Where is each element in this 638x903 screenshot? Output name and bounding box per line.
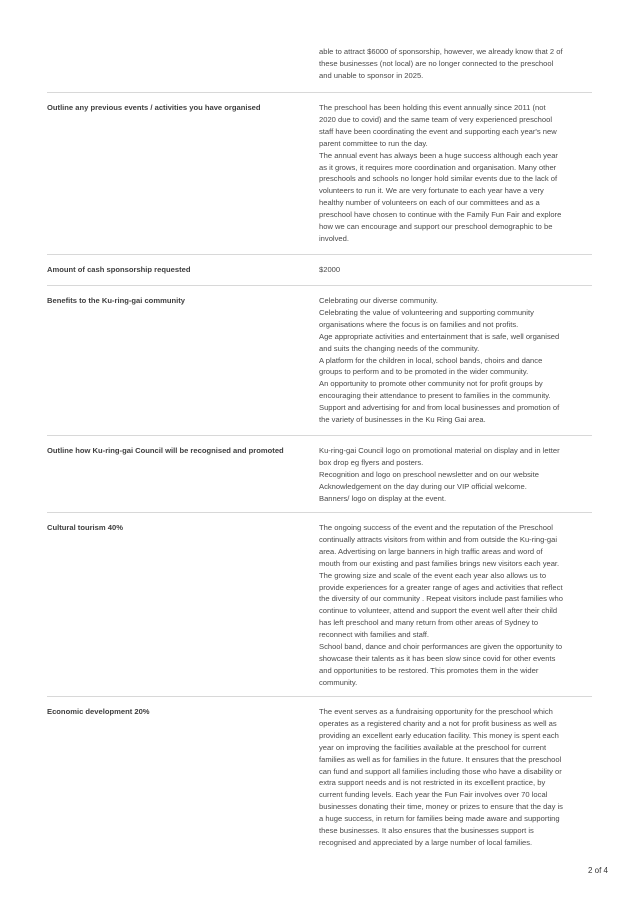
row-label: Benefits to the Ku-ring-gai community	[47, 296, 185, 305]
text-line: able to attract $6000 of sponsorship, however, we already know that 2 of	[319, 47, 563, 56]
text-line: community.	[319, 677, 358, 687]
text-line: and opportunities to be restored. This promotes them in the wider	[319, 665, 539, 675]
text-line: Acknowledgement on the day during our VIP official welcome.	[319, 481, 527, 491]
text-line: continue to volunteer, attend and support the event well after their child	[319, 606, 558, 616]
row-divider	[47, 285, 592, 286]
text-line: groups to perform and to be promoted in the wider community.	[319, 367, 529, 377]
text-line: The preschool has been holding this event annually since 2011 (not	[319, 103, 546, 112]
text-line: 2020 due to covid) and the same team of very experienced preschool	[319, 114, 553, 124]
text-line: volunteers to run it. We are very fortunate to each year have a very	[319, 186, 544, 196]
row-value	[319, 102, 594, 245]
text-line: healthy number of volunteers on each of our committees and as a	[319, 198, 540, 208]
text-line: The event serves as a fundraising opportunity for the preschool which	[319, 707, 553, 716]
row-label: Cultural tourism 40%	[47, 523, 123, 532]
row-value	[319, 295, 594, 426]
text-line: reconnect with families and staff.	[319, 630, 430, 640]
text-line: showcase their talents as it has been slow since covid for other events	[319, 653, 556, 663]
row-label: Economic development 20%	[47, 707, 150, 716]
row-divider	[47, 435, 592, 436]
text-line: Ku-ring-gai Council logo on promotional material on display and in letter	[319, 446, 560, 455]
row-value	[319, 706, 594, 849]
text-line: preschool have chosen to continue with the Family Fun Fair and explore	[319, 210, 562, 220]
text-line: operates as a registered charity and a not for profit business as well as	[319, 718, 557, 728]
text-line: School band, dance and choir performances are given the opportunity to	[319, 642, 563, 652]
text-line: businesses donating their time, money or prizes to ensure that the day is	[319, 802, 563, 812]
text-line: and suits the changing needs of the community.	[319, 343, 480, 353]
text-line: recognised and appreciated by a large number of local families.	[319, 837, 533, 847]
row-divider	[47, 92, 592, 93]
text-line: can fund and support all families including those who have a disability or	[319, 766, 562, 776]
text-line: how we can encourage and support our preschool demographic to be	[319, 222, 553, 232]
text-line: area. Advertising on large banners in high traffic areas and word of	[319, 546, 543, 556]
text-line: these businesses (not local) are no longer connected to the preschool	[319, 58, 554, 68]
text-line: mouth from our existing and past families brings new visitors each year.	[319, 558, 560, 568]
row-divider	[47, 254, 592, 255]
text-line: encouraging their attendance to present to families in the community.	[319, 391, 551, 401]
text-line: the diversity of our community . Repeat visitors include past families who	[319, 594, 563, 604]
text-line: Age appropriate activities and entertainment that is safe, well organised	[319, 331, 560, 341]
text-line: Support and advertising for and from local businesses and promotion of	[319, 403, 560, 413]
row-value	[319, 264, 594, 276]
text-line: has left preschool and many return from other areas of Sydney to	[319, 618, 539, 628]
text-line: Recognition and logo on preschool newsletter and on our website	[319, 469, 539, 479]
text-line: extra support needs and is not restricted in its excellent practice, by	[319, 778, 546, 788]
text-line: current funding levels. Each year the Fun Fair involves over 70 local	[319, 790, 548, 800]
text-line: An opportunity to promote other community not for profit groups by	[319, 379, 543, 389]
text-line: The ongoing success of the event and the reputation of the Preschool	[319, 523, 553, 532]
text-line: organisations where the focus is on families and not profits.	[319, 319, 519, 329]
text-line: families as well as for families in the future. It ensures that the preschool	[319, 754, 562, 764]
text-line: preschools and schools no longer hold similar events due to the lack of	[319, 174, 558, 184]
row-label: Outline how Ku-ring-gai Council will be recognised and promoted	[47, 446, 284, 455]
row-value	[319, 522, 594, 689]
text-line: as it grows, it requires more coordination and organisation. Many other	[319, 162, 557, 172]
text-line: Banners/ logo on display at the event.	[319, 493, 447, 503]
text-line: box drop eg flyers and posters.	[319, 457, 424, 467]
text-line: these businesses. It also ensures that the businesses support is	[319, 826, 534, 836]
text-line: providing an excellent early education facility. This money is spent each	[319, 730, 559, 740]
text-line: involved.	[319, 233, 349, 243]
text-line: a huge success, in return for families being made aware and supporting	[319, 814, 560, 824]
text-line: the variety of businesses in the Ku Ring Gai area.	[319, 415, 486, 425]
row-label: Amount of cash sponsorship requested	[47, 265, 191, 274]
text-line: Celebrating our diverse community.	[319, 296, 438, 305]
continuation-value	[319, 46, 594, 82]
text-line: year on improving the facilities available at the preschool for current	[319, 742, 547, 752]
text-line: staff have been coordinating the event and supporting each year's new	[319, 126, 557, 136]
text-line: The growing size and scale of the event each year also allows us to	[319, 570, 547, 580]
row-divider	[47, 512, 592, 513]
text-line: parent committee to run the day.	[319, 138, 428, 148]
row-divider	[47, 696, 592, 697]
text-line: Celebrating the value of volunteering and supporting community	[319, 307, 534, 317]
text-line: A platform for the children in local, school bands, choirs and dance	[319, 355, 543, 365]
row-label: Outline any previous events / activities you have organised	[47, 103, 261, 112]
text-line: provide experiences for a greater range of ages and activities that reflect	[319, 582, 563, 592]
page-number: 2 of 4	[587, 866, 608, 875]
text-line: $2000	[319, 265, 341, 274]
text-line: continually attracts visitors from within and from outside the Ku-ring-gai	[319, 534, 558, 544]
text-line: and unable to sponsor in 2025.	[319, 70, 424, 80]
row-value	[319, 445, 594, 505]
text-line: The annual event has always been a huge success although each year	[319, 150, 558, 160]
